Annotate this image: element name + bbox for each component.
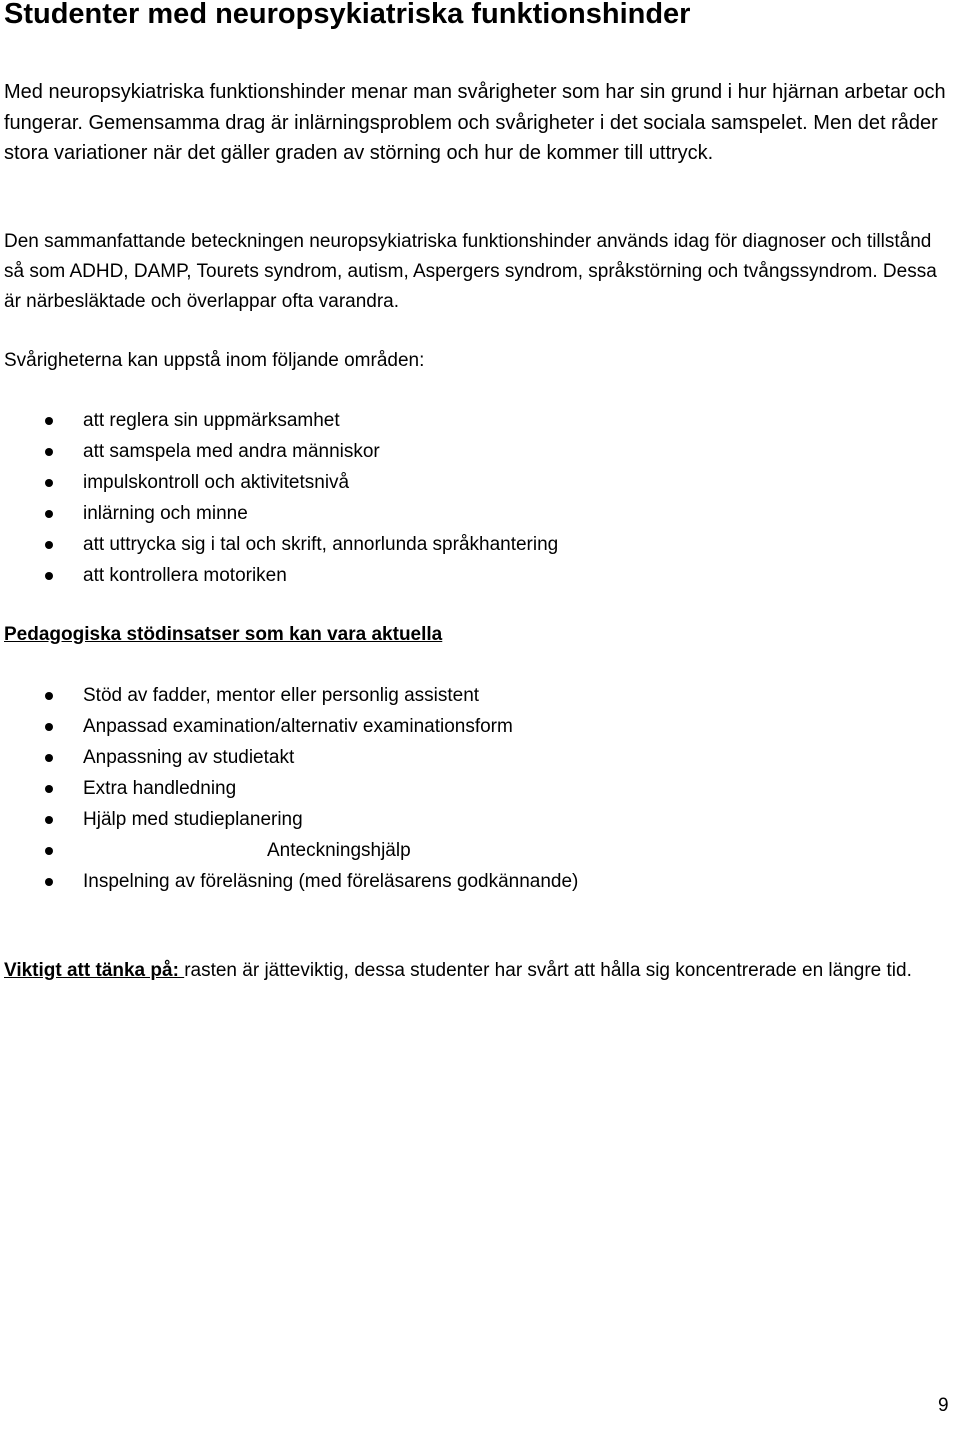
list-item-text: Inspelning av föreläsning (med föreläsarens godkännande) — [83, 871, 579, 892]
list-item — [0, 773, 900, 804]
list-item — [0, 560, 900, 591]
support-measures-list — [0, 680, 900, 897]
list-item — [0, 529, 900, 560]
list-item — [0, 498, 900, 529]
bullet-icon — [45, 723, 53, 731]
list-item — [0, 835, 900, 866]
important-note — [4, 956, 956, 986]
areas-lead-text: Svårigheterna kan uppstå inom följande områden: — [4, 350, 425, 371]
bullet-icon — [45, 510, 53, 518]
list-item-text: att uttrycka sig i tal och skrift, annorlunda språkhantering — [83, 534, 559, 555]
supports-heading: Pedagogiska stödinsatser som kan vara aktuella — [4, 624, 443, 645]
bullet-icon — [45, 572, 53, 580]
list-item-text: Anteckningshjälp — [267, 840, 411, 861]
list-item-text: Anpassning av studietakt — [83, 747, 295, 768]
list-item — [0, 866, 900, 897]
intro-paragraph: Med neuropsykiatriska funktionshinder menar man svårigheter som har sin grund i hur hjärnan arbetar och fungerar. Gemensamma drag är inlärningsproblem och svårigheter i det sociala samspelet. Men det råder stora variationer när det gäller graden av störning och hur de kommer till uttryck. — [4, 81, 946, 164]
bullet-icon — [45, 847, 53, 855]
bullet-icon — [45, 448, 53, 456]
bullet-icon — [45, 479, 53, 487]
list-item-text: Hjälp med studieplanering — [83, 809, 303, 830]
bullet-icon — [45, 541, 53, 549]
list-item — [0, 804, 900, 835]
list-item — [0, 467, 900, 498]
bullet-icon — [45, 878, 53, 886]
list-item — [0, 405, 900, 436]
difficulty-areas-list — [0, 405, 900, 591]
list-item-text: Extra handledning — [83, 778, 237, 799]
list-item — [0, 680, 900, 711]
list-item — [0, 742, 900, 773]
bullet-icon — [45, 692, 53, 700]
bullet-icon — [45, 417, 53, 425]
list-item — [0, 711, 900, 742]
page-title: Studenter med neuropsykiatriska funktionshinder — [4, 0, 691, 30]
important-note-label: Viktigt att tänka på: — [4, 960, 185, 981]
list-item-text: Anpassad examination/alternativ examinationsform — [83, 716, 513, 737]
list-item-text: att kontrollera motoriken — [83, 565, 287, 586]
bullet-icon — [45, 785, 53, 793]
summary-paragraph: Den sammanfattande beteckningen neuropsykiatriska funktionshinder används idag för diagnoser och tillstånd så som ADHD, DAMP, Tourets syndrom, autism, Aspergers syndrom, språkstörning och tvångssyndrom. Dessa är närbesläktade och överlappar ofta varandra. — [4, 231, 937, 312]
list-item-text: impulskontroll och aktivitetsnivå — [83, 472, 350, 493]
list-item-text: att reglera sin uppmärksamhet — [83, 410, 340, 431]
list-item-text: Stöd av fadder, mentor eller personlig assistent — [83, 685, 480, 706]
bullet-icon — [45, 816, 53, 824]
list-item-text: inlärning och minne — [83, 503, 248, 524]
page-number: 9 — [938, 1395, 949, 1416]
list-item-text: att samspela med andra människor — [83, 441, 380, 462]
bullet-icon — [45, 754, 53, 762]
important-note-text: rasten är jätteviktig, dessa studenter har svårt att hålla sig koncentrerade en längre tid. — [184, 960, 912, 981]
list-item — [0, 436, 900, 467]
